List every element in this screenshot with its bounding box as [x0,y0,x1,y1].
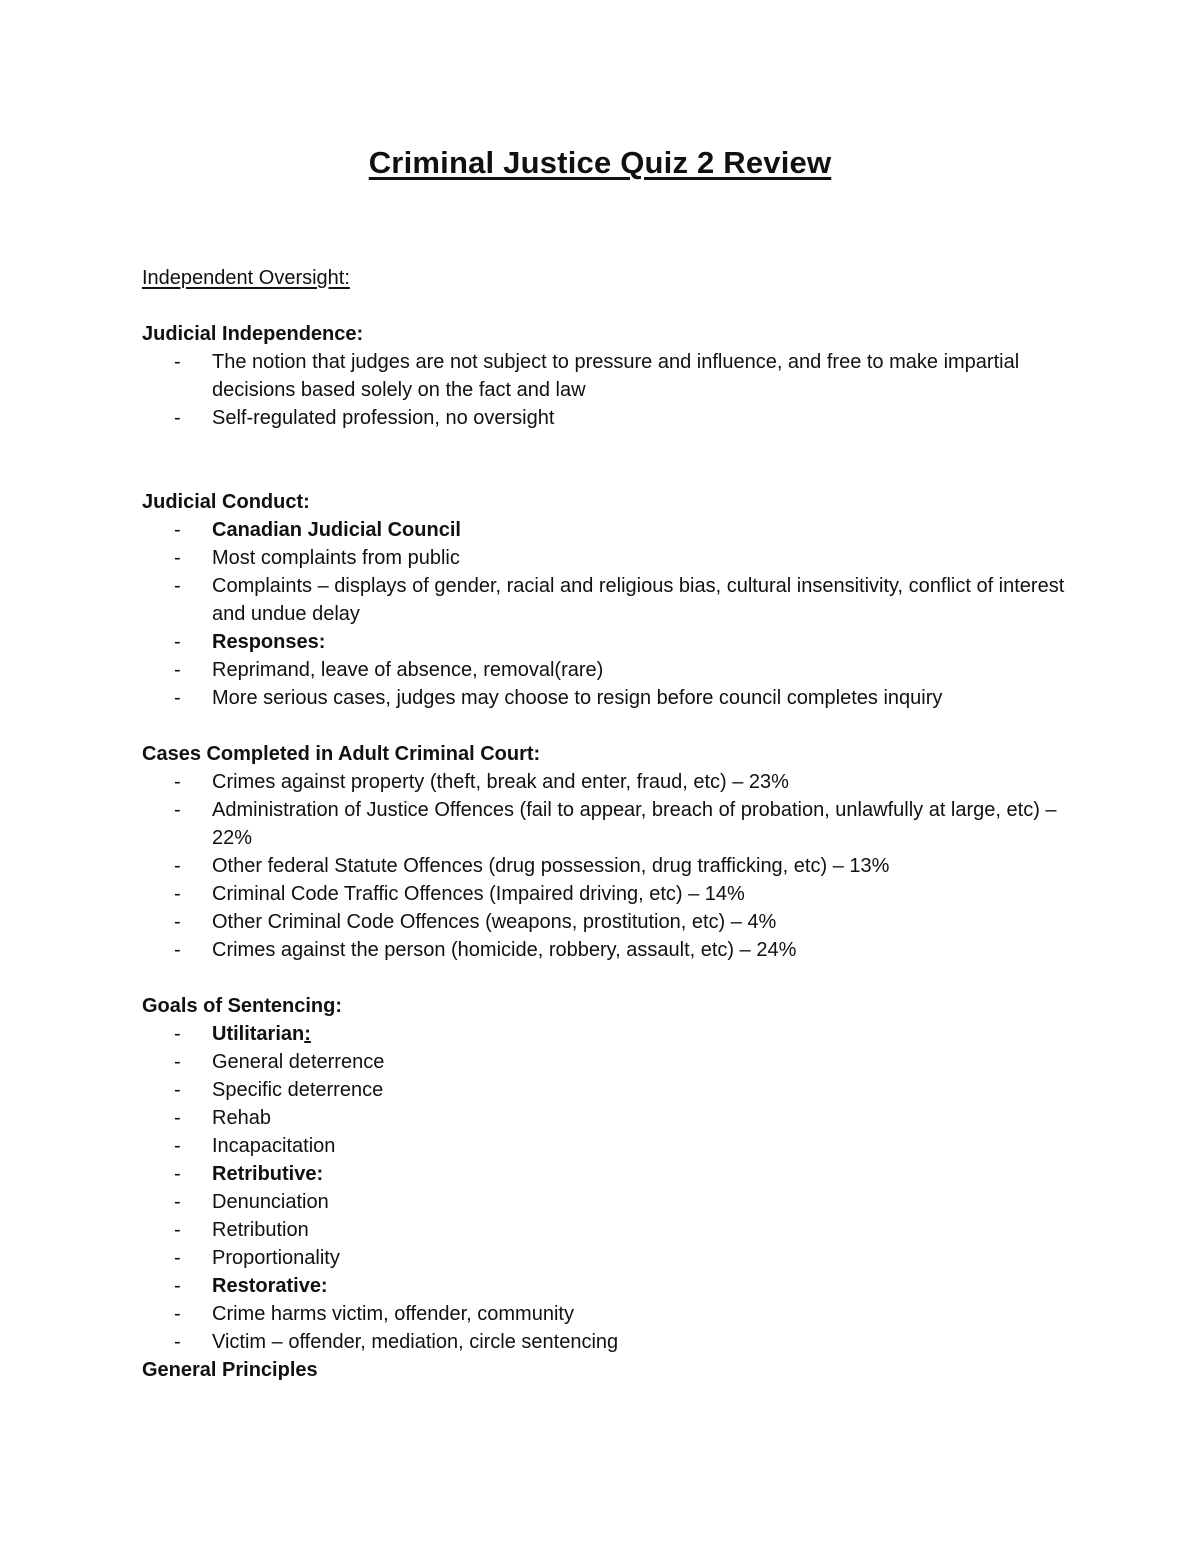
bullet-dash: - [174,1051,181,1073]
bullet-dash: - [174,1163,181,1185]
bullet-dash: - [174,883,181,905]
heading-cases-completed: Cases Completed in Adult Criminal Court: [142,743,541,765]
bullet-dash: - [174,631,181,653]
list-item: - Crimes against property (theft, break and enter, fraud, etc) – 23% [142,768,1102,796]
list-judicial-independence [142,348,1102,432]
bullet-dash: - [174,351,181,373]
list-item: - Proportionality [142,1244,1102,1272]
bullet-dash: - [174,519,181,541]
bullet-dash: - [174,1107,181,1129]
list-cases-completed [142,768,1102,964]
bullet-dash: - [174,855,181,877]
heading-judicial-independence: Judicial Independence: [142,323,364,345]
list-item: - Administration of Justice Offences (fail to appear, breach of probation, unlawfully at large, etc) – 22% [142,796,1102,852]
section-independent-oversight: Independent Oversight: [142,267,350,289]
bullet-dash: - [174,1135,181,1157]
list-item: - Self-regulated profession, no oversight [142,404,1102,432]
list-item: - Other Criminal Code Offences (weapons, prostitution, etc) – 4% [142,908,1102,936]
bullet-dash: - [174,1191,181,1213]
list-item: - Crimes against the person (homicide, robbery, assault, etc) – 24% [142,936,1102,964]
page-title: Criminal Justice Quiz 2 Review [368,145,832,180]
list-item: - Crime harms victim, offender, community [142,1300,1102,1328]
heading-general-principles: General Principles [142,1359,318,1381]
bullet-dash: - [174,1219,181,1241]
bullet-dash: - [174,1303,181,1325]
list-judicial-conduct [142,516,1102,712]
list-item: - Incapacitation [142,1132,1102,1160]
document-body [142,264,1102,1384]
bullet-dash: - [174,911,181,933]
list-goals-of-sentencing [142,1020,1102,1356]
bullet-dash: - [174,799,181,821]
list-item: - Victim – offender, mediation, circle sentencing [142,1328,1102,1356]
bullet-dash: - [174,771,181,793]
list-item: - Responses: [142,628,1102,656]
utilitarian-colon: : [304,1023,311,1045]
heading-goals-of-sentencing: Goals of Sentencing: [142,995,343,1017]
list-item: - The notion that judges are not subject to pressure and influence, and free to make impartial decisions based solely on the fact and law [142,348,1102,404]
subheading-utilitarian: Utilitarian [212,1023,305,1045]
bullet-dash: - [174,547,181,569]
heading-judicial-conduct: Judicial Conduct: [142,491,310,513]
list-item: - Retribution [142,1216,1102,1244]
bullet-dash: - [174,575,181,597]
list-item: - More serious cases, judges may choose to resign before council completes inquiry [142,684,1102,712]
bullet-dash: - [174,1331,181,1353]
bullet-dash: - [174,407,181,429]
list-item: - Complaints – displays of gender, racial and religious bias, cultural insensitivity, conflict of interest and undue delay [142,572,1102,628]
bullet-dash: - [174,1079,181,1101]
list-item: - Other federal Statute Offences (drug possession, drug trafficking, etc) – 13% [142,852,1102,880]
list-item: - Rehab [142,1104,1102,1132]
bullet-dash: - [174,659,181,681]
list-item: - General deterrence [142,1048,1102,1076]
list-item [142,1020,1102,1048]
bullet-dash: - [174,1275,181,1297]
list-item: - Canadian Judicial Council [142,516,1102,544]
list-item: - Restorative: [142,1272,1102,1300]
list-item: - Specific deterrence [142,1076,1102,1104]
list-item: - Denunciation [142,1188,1102,1216]
bullet-dash: - [174,1023,181,1045]
bullet-dash: - [174,687,181,709]
bullet-dash: - [174,1247,181,1269]
list-item: - Retributive: [142,1160,1102,1188]
list-item: - Most complaints from public [142,544,1102,572]
bullet-dash: - [174,939,181,961]
list-item: - Criminal Code Traffic Offences (Impaired driving, etc) – 14% [142,880,1102,908]
list-item: - Reprimand, leave of absence, removal(rare) [142,656,1102,684]
